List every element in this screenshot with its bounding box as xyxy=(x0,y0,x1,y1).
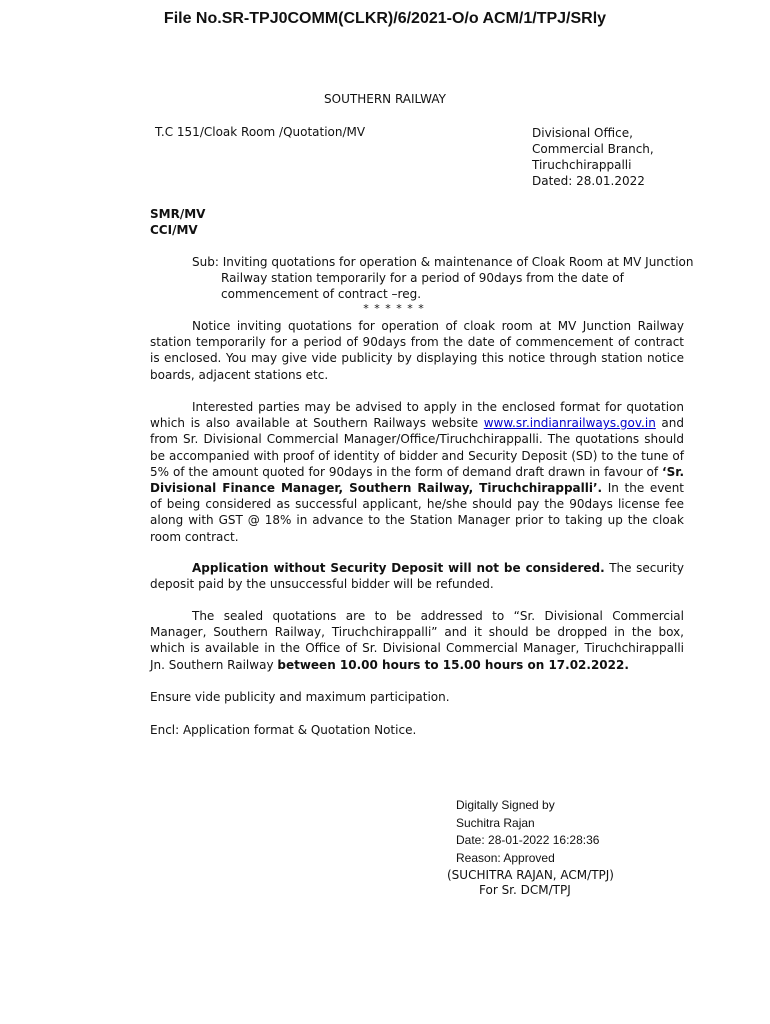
subject xyxy=(150,254,694,302)
website-link[interactable]: www.sr.indianrailways.gov.in xyxy=(483,416,656,431)
signer-name: (SUCHITRA RAJAN, ACM/TPJ) xyxy=(447,868,614,882)
letter-date: Dated: 28.01.2022 xyxy=(532,174,645,188)
subject-line-3: commencement of contract –reg. xyxy=(221,287,422,301)
paragraph-submission xyxy=(150,608,684,673)
para3-text: The security deposit paid by the unsuccessful bidder will be refunded. xyxy=(150,561,685,592)
para2-text-3: In the event of being considered as successful applicant, he/she should pay the 90days license fee along with GST @ 18% in advance to the Station Manager prior to taking up the cloak room contract. xyxy=(150,481,684,544)
para3-bold: Application without Security Deposit will not be considered. xyxy=(192,561,605,575)
signature-line-4: Reason: Approved xyxy=(456,850,555,865)
para4-text: The sealed quotations are to be addressed to “Sr. Divisional Commercial Manager, Southern Railway, Tiruchchirappalli” and it should be dropped in the box, which is available in the Office of Sr. Divisional Commercial Manager, Tiruchchirappalli Jn. Southern Railway xyxy=(150,609,684,672)
office-line-3: Tiruchchirappalli xyxy=(532,158,632,172)
signature-line-3: Date: 28-01-2022 16:28:36 xyxy=(456,833,600,847)
signer-on-behalf: For Sr. DCM/TPJ xyxy=(479,883,571,897)
paragraph-application xyxy=(150,399,684,545)
para2-text-2: and from Sr. Divisional Commercial Manager/Office/Tiruchchirappalli. The quotations should be accompanied with proof of identity of bidder and Security Deposit (SD) to the tune of 5% of the amount quoted for 90days in the form of demand draft drawn in favour of xyxy=(150,416,684,479)
para2-payee: ‘Sr. Divisional Finance Manager, Southern Railway, Tiruchchirappalli’. xyxy=(150,464,684,496)
reference-number: T.C 151/Cloak Room /Quotation/MV xyxy=(155,125,366,139)
subject-line-1: Sub: Inviting quotations for operation & maintenance of Cloak Room at MV Junction xyxy=(192,255,694,269)
paragraph-notice: Notice inviting quotations for operation of cloak room at MV Junction Railway station temporarily for a period of 90days from the date of commencement of contract is enclosed. You may give vide publicity by displaying this notice through station notice boards, adjacent stations etc. xyxy=(150,319,684,382)
subject-line-2: Railway station temporarily for a period of 90days from the date of xyxy=(221,271,624,285)
separator: * * * * * * xyxy=(363,302,425,315)
office-line-1: Divisional Office, xyxy=(532,126,633,140)
para2-text-1: Interested parties may be advised to apply in the enclosed format for quotation which is also available at Southern Railways website xyxy=(150,400,684,431)
para4-deadline: between 10.00 hours to 15.00 hours on 17.02.2022. xyxy=(277,657,629,672)
signature-line-2: Suchitra Rajan xyxy=(456,815,535,830)
signature-line-1: Digitally Signed by xyxy=(456,798,555,812)
paragraph-security-deposit xyxy=(150,560,684,592)
recipient-1: SMR/MV xyxy=(150,207,206,221)
office-line-2: Commercial Branch, xyxy=(532,142,654,156)
paragraph-enclosure: Encl: Application format & Quotation Notice. xyxy=(150,723,417,737)
paragraph-publicity: Ensure vide publicity and maximum participation. xyxy=(150,690,450,704)
recipient-2: CCI/MV xyxy=(150,223,198,237)
recipients xyxy=(150,206,205,238)
digital-signature xyxy=(456,797,599,867)
file-number: File No.SR-TPJ0COMM(CLKR)/6/2021-O/o ACM/1/TPJ/SRly xyxy=(163,10,607,27)
office-address xyxy=(532,125,654,189)
organization-heading: SOUTHERN RAILWAY xyxy=(324,92,446,106)
